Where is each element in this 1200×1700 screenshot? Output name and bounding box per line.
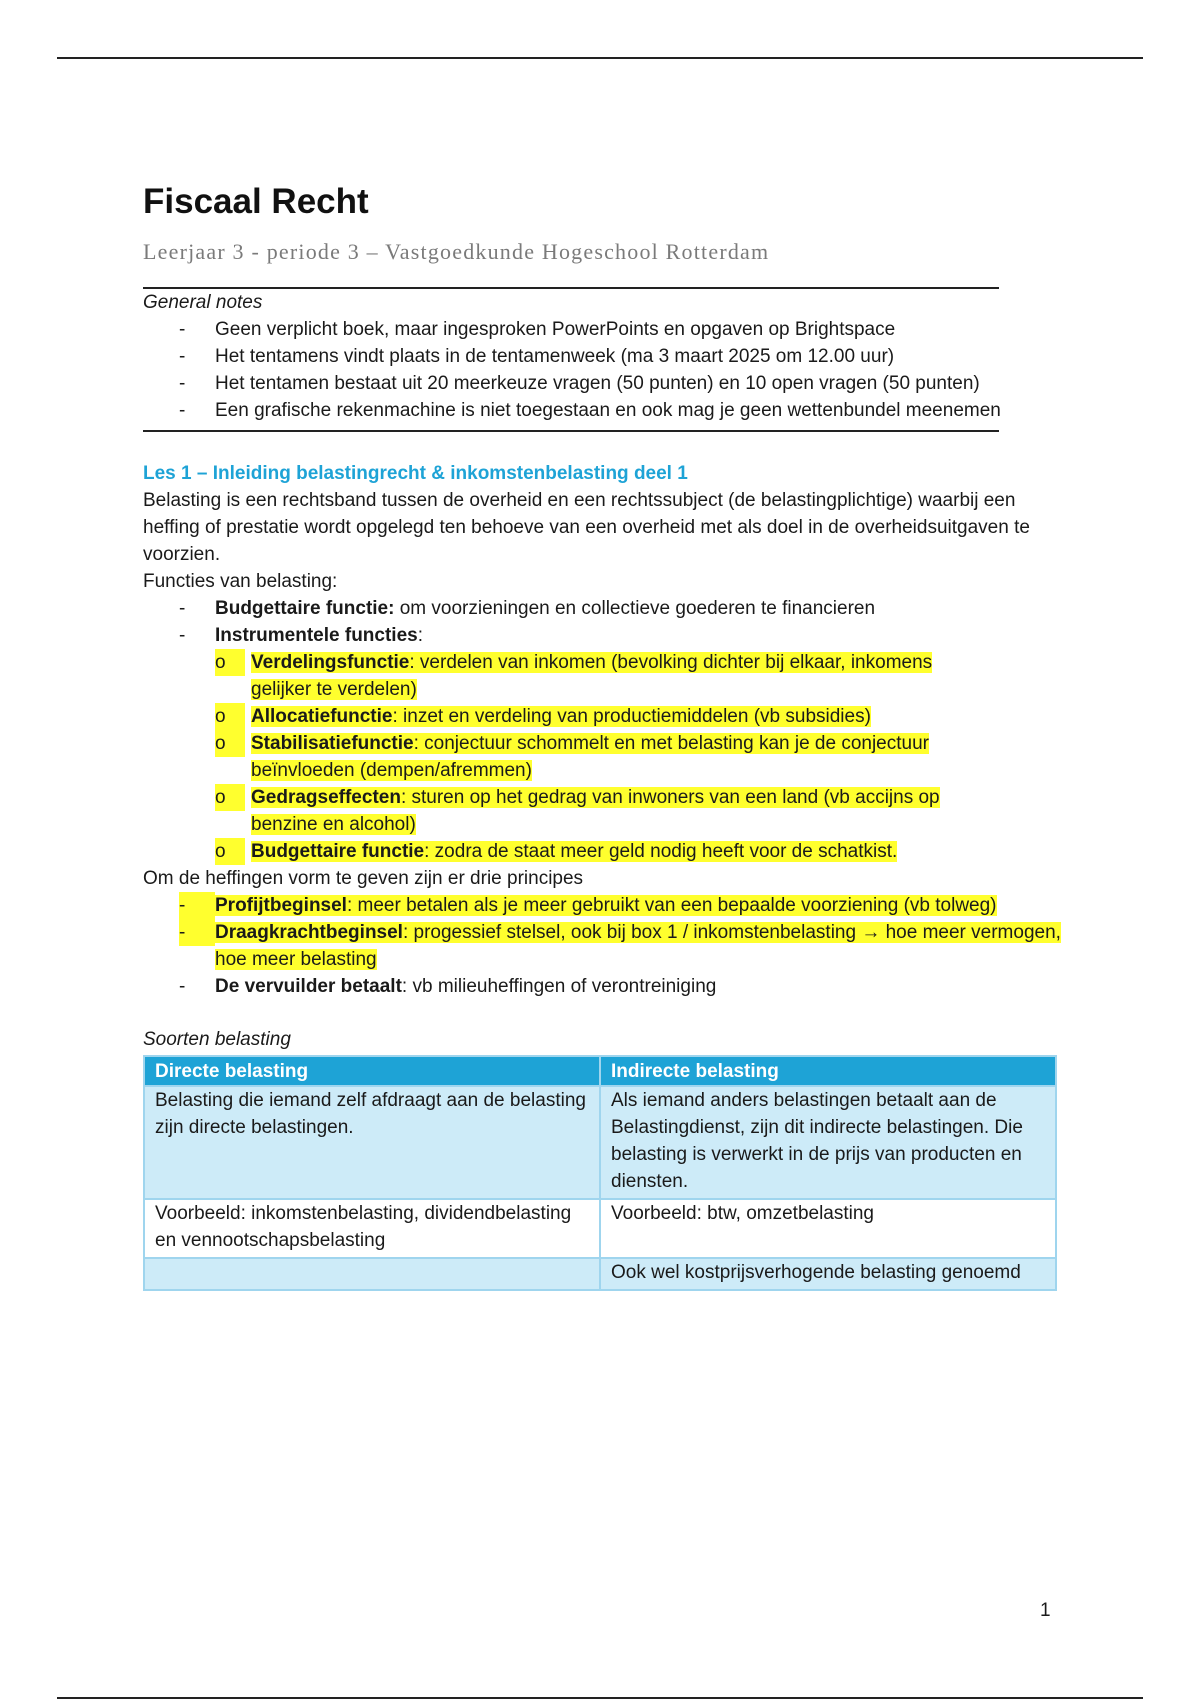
table-header: Indirecte belasting — [600, 1056, 1056, 1086]
dash-marker: - — [179, 625, 186, 646]
list-item: - Geen verplicht boek, maar ingesproken PowerPoints en opgaven op Brightspace — [143, 316, 1063, 343]
table-row — [144, 1258, 1056, 1290]
list-item: o Stabilisatiefunctie: conjectuur schommelt en met belasting kan je de conjectuur beïnvloeden (dempen/afremmen) — [215, 730, 987, 784]
general-notes-label: General notes — [143, 292, 263, 313]
list-item: o Budgettaire functie: zodra de staat meer geld nodig heeft voor de schatkist. — [215, 838, 987, 865]
list-item: - Profijtbeginsel: meer betalen als je meer gebruikt van een bepaalde voorziening (vb tolweg) — [143, 892, 1063, 919]
general-notes-list — [143, 316, 1063, 424]
soorten-label: Soorten belasting — [143, 1029, 291, 1050]
dash-marker: - — [179, 373, 186, 394]
circle-marker: o — [215, 730, 245, 757]
table-cell: Als iemand anders belastingen betaalt aan de Belastingdienst, zijn dit indirecte belastingen. Die belasting is verwerkt in de prijs van producten en diensten. — [600, 1086, 1056, 1199]
table-cell — [144, 1258, 600, 1290]
principes-list — [143, 892, 1063, 1000]
instrumentele-functies-list — [143, 649, 1063, 865]
functies-list — [143, 595, 1063, 649]
circle-marker: o — [215, 703, 245, 730]
circle-marker: o — [215, 649, 245, 676]
circle-marker: o — [215, 784, 245, 811]
table-row — [144, 1199, 1056, 1258]
page-top-rule — [57, 57, 1143, 59]
dash-marker: - — [179, 598, 186, 619]
table-header: Directe belasting — [144, 1056, 600, 1086]
dash-marker: - — [179, 976, 186, 997]
table-row — [144, 1086, 1056, 1199]
dash-marker: - — [179, 892, 215, 919]
table-cell: Ook wel kostprijsverhogende belasting genoemd — [600, 1258, 1056, 1290]
table-cell: Voorbeeld: inkomstenbelasting, dividendbelasting en vennootschapsbelasting — [144, 1199, 600, 1258]
document-title: Fiscaal Recht — [143, 182, 369, 221]
list-item: - Het tentamen bestaat uit 20 meerkeuze vragen (50 punten) en 10 open vragen (50 punten) — [143, 370, 1063, 397]
list-item: - Instrumentele functies: — [143, 622, 1063, 649]
list-item: o Allocatiefunctie: inzet en verdeling van productiemiddelen (vb subsidies) — [215, 703, 987, 730]
soorten-belasting-table — [143, 1055, 1057, 1291]
dash-marker: - — [179, 919, 215, 946]
section-heading-les1: Les 1 – Inleiding belastingrecht & inkomstenbelasting deel 1 — [143, 463, 688, 484]
list-item: - Budgettaire functie: om voorzieningen en collectieve goederen te financieren — [143, 595, 1063, 622]
dash-marker: - — [179, 400, 186, 421]
circle-marker: o — [215, 838, 245, 865]
page-bottom-rule — [57, 1697, 1143, 1699]
document-subtitle: Leerjaar 3 - periode 3 – Vastgoedkunde Hogeschool Rotterdam — [143, 239, 770, 264]
table-cell: Voorbeeld: btw, omzetbelasting — [600, 1199, 1056, 1258]
belasting-definition: Belasting is een rechtsband tussen de overheid en een rechtssubject (de belastingplichtige) waarbij een heffing of prestatie wordt opgelegd ten behoeve van een overheid met als doel in de overheidsuitgaven te voorzien. — [143, 490, 1030, 565]
functies-intro: Functies van belasting: — [143, 571, 338, 592]
list-item: o Verdelingsfunctie: verdelen van inkomen (bevolking dichter bij elkaar, inkomens gelijker te verdelen) — [215, 649, 987, 703]
dash-marker: - — [179, 319, 186, 340]
page-number: 1 — [1040, 1600, 1051, 1621]
list-item: - Het tentamens vindt plaats in de tentamenweek (ma 3 maart 2025 om 12.00 uur) — [143, 343, 1063, 370]
list-item: - De vervuilder betaalt: vb milieuheffingen of verontreiniging — [143, 973, 1063, 1000]
document-body — [143, 180, 1063, 1291]
list-item: - Een grafische rekenmachine is niet toegestaan en ook mag je geen wettenbundel meenemen — [143, 397, 1063, 424]
list-item: - Draagkrachtbeginsel: progessief stelsel, ook bij box 1 / inkomstenbelasting → hoe meer vermogen, hoe meer belasting — [143, 919, 1063, 973]
list-item: o Gedragseffecten: sturen op het gedrag van inwoners van een land (vb accijns op benzine en alcohol) — [215, 784, 987, 838]
dash-marker: - — [179, 346, 186, 367]
notes-bottom-divider — [143, 430, 999, 432]
table-cell: Belasting die iemand zelf afdraagt aan de belasting zijn directe belastingen. — [144, 1086, 600, 1199]
principes-intro: Om de heffingen vorm te geven zijn er drie principes — [143, 868, 584, 889]
